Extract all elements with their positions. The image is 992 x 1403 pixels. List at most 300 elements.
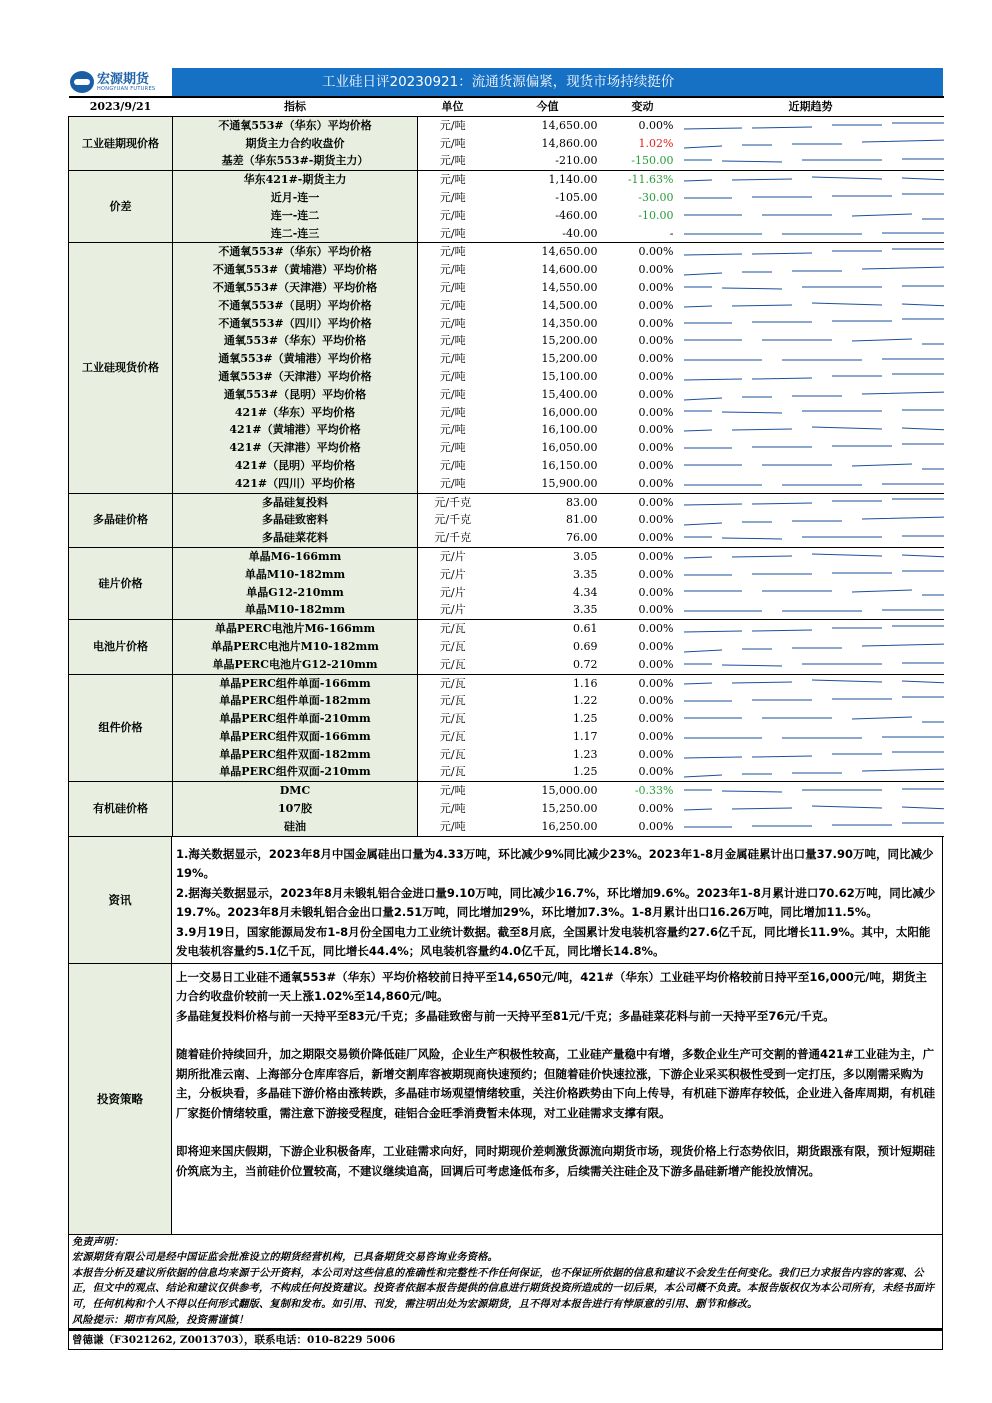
unit-cell: 元/片: [439, 585, 466, 599]
sparkline-line: [684, 644, 944, 652]
change-cell: -30.00: [638, 190, 674, 204]
change-cell: 1.02%: [638, 136, 674, 150]
category-cell: 工业硅现货价格: [69, 243, 173, 493]
indicator-cell: 单晶M10-182mm: [173, 566, 418, 584]
table-row: [69, 207, 944, 225]
unit-cell: 元/千克: [434, 513, 472, 527]
change-cell: -: [608, 225, 678, 243]
trend-sparkline: [678, 493, 944, 511]
category-cell: 多晶硅价格: [69, 493, 173, 547]
trend-sparkline: [678, 207, 944, 225]
trend-sparkline: [678, 332, 944, 350]
trend-sparkline: [678, 818, 944, 836]
unit-cell: 元/瓦: [439, 676, 466, 690]
table-row: [69, 584, 944, 602]
table-row: [69, 818, 944, 836]
indicator-cell: 不通氧553#（四川）平均价格: [173, 315, 418, 333]
sparkline-chart: [682, 245, 944, 259]
sparkline-line: [684, 267, 944, 275]
unit-cell: 元/吨: [418, 225, 488, 243]
unit-cell: 元/吨: [439, 784, 466, 798]
category-cell: 价差: [69, 171, 173, 243]
trend-sparkline: [678, 511, 944, 529]
table-row: [69, 529, 944, 547]
unit-cell: 元/吨: [439, 387, 466, 401]
sparkline-chart: [682, 388, 944, 402]
sparkline-chart: [682, 136, 944, 150]
sparkline-chart: [682, 694, 944, 708]
value-cell: 14,550.00: [541, 280, 598, 294]
value-cell: 1.22: [573, 694, 598, 708]
table-row: [69, 692, 944, 710]
value-cell: 4.34: [573, 585, 598, 599]
change-cell: 0.00%: [608, 529, 678, 547]
value-cell: 76.00: [488, 529, 608, 547]
table-row: [69, 728, 944, 746]
unit-cell: 元/吨: [439, 263, 466, 277]
value-cell: 16,150.00: [541, 458, 598, 472]
indicator-cell: 连一-连二: [173, 207, 418, 225]
value-cell: 16,100.00: [541, 423, 598, 437]
header-indicator: 指标: [173, 97, 418, 116]
report-page: [68, 68, 943, 1350]
sparkline-chart: [682, 263, 944, 277]
sparkline-chart: [682, 334, 944, 348]
indicator-cell: 单晶PERC组件单面-210mm: [173, 710, 418, 728]
value-cell: 16,250.00: [488, 818, 608, 836]
value-cell: 14,860.00: [541, 136, 598, 150]
indicator-cell: 通氧553#（黄埔港）平均价格: [173, 350, 418, 368]
strategy-section: [68, 964, 943, 1235]
unit-cell: 元/瓦: [439, 729, 466, 743]
value-cell: 1.17: [573, 729, 598, 743]
table-row: [69, 315, 944, 333]
value-cell: -40.00: [488, 225, 608, 243]
value-cell: 83.00: [566, 495, 598, 509]
sparkline-chart: [682, 748, 944, 762]
sparkline-chart: [682, 676, 944, 690]
sparkline-line: [684, 214, 944, 219]
strategy-paragraph: 上一交易日工业硅不通氧553#（华东）平均价格较前日持平至14,650元/吨，421#（华东）工业硅平均价格较前日持平至16,000元/吨，期货主力合约收盘价较前一天上涨1.02%至14,860元/吨。: [176, 969, 927, 1004]
indicator-cell: 通氧553#（昆明）平均价格: [173, 386, 418, 404]
trend-sparkline: [678, 386, 944, 404]
category-cell: 电池片价格: [69, 620, 173, 674]
change-cell: 0.00%: [608, 763, 678, 781]
sparkline-chart: [682, 299, 944, 313]
indicator-cell: 单晶M10-182mm: [173, 601, 418, 619]
unit-cell: 元/吨: [439, 280, 466, 294]
table-row: [69, 116, 944, 134]
value-cell: 81.00: [566, 513, 598, 527]
sparkline-line: [684, 392, 944, 400]
indicator-cell: 硅油: [173, 818, 418, 836]
unit-cell: 元/片: [439, 567, 466, 581]
sparkline-line: [684, 303, 944, 307]
change-cell: 0.00%: [638, 585, 674, 599]
indicator-cell: 基差（华东553#-期货主力）: [173, 152, 418, 170]
sparkline-line: [684, 554, 944, 558]
trend-sparkline: [678, 566, 944, 584]
news-item: 2.据海关数据显示，2023年8月未锻轧铝合金进口量9.10万吨，同比减少16.7%，环比增加9.6%。2023年1-8月累计进口70.62万吨，同比减少19.7%。2023年8月未锻轧铝合金出口量2.51万吨，同比增加29%，环比增加7.3%。1-8月累计出口16.26万吨，同比增加11.5%。: [176, 885, 936, 920]
indicator-cell: 单晶PERC组件双面-166mm: [173, 728, 418, 746]
sparkline-chart: [682, 173, 944, 187]
table-row: [69, 225, 944, 243]
strategy-paragraph: 随着硅价持续回升，加之期限交易锁价降低硅厂风险，企业生产积极性较高，工业硅产量稳中有增，多数企业生产可交割的普通421#工业硅为主，广期所批准云南、上海部分仓库库容后，新增交割库容被期现商快速预约；但随着硅价快速拉涨，下游企业采买积极性受到一定打压，多以刚需采购为主，分板块看，多晶硅下游价格由涨转跌，多晶硅市场观望情绪较重，关注价格跌势由下向上传导，有机硅下游库存较低，企业进入备库周期，有机硅厂家挺价情绪较重，需注意下游接受程度，硅铝合金旺季消费暂未体现，对工业硅需求支撑有限。: [176, 1047, 935, 1120]
change-cell: 0.00%: [638, 676, 674, 690]
table-row: [69, 638, 944, 656]
header-value: 今值: [488, 97, 608, 116]
change-cell: 0.00%: [608, 601, 678, 619]
unit-cell: 元/吨: [418, 818, 488, 836]
trend-sparkline: [678, 243, 944, 261]
disclaimer-title: 免责声明：: [72, 1235, 124, 1248]
table-row: [69, 421, 944, 439]
change-cell: -10.00: [638, 208, 674, 222]
table-row: [69, 457, 944, 475]
unit-cell: 元/吨: [439, 334, 466, 348]
indicator-cell: 不通氧553#（华东）平均价格: [173, 243, 418, 261]
table-row: [69, 782, 944, 800]
table-row: [69, 763, 944, 781]
table-row: [69, 601, 944, 619]
sparkline-line: [684, 484, 944, 485]
unit-cell: 元/瓦: [418, 656, 488, 674]
sparkline-line: [684, 823, 944, 827]
unit-cell: 元/片: [439, 549, 466, 563]
unit-cell: 元/千克: [434, 495, 472, 509]
value-cell: -210.00: [488, 152, 608, 170]
sparkline-chart: [682, 622, 944, 636]
table-row: [69, 656, 944, 674]
indicator-cell: 近月-连一: [173, 189, 418, 207]
value-cell: 0.61: [573, 622, 598, 636]
trend-sparkline: [678, 620, 944, 638]
table-row: [69, 620, 944, 638]
unit-cell: 元/吨: [439, 316, 466, 330]
change-cell: 0.00%: [638, 712, 674, 726]
trend-sparkline: [678, 601, 944, 619]
value-cell: 14,500.00: [541, 298, 598, 312]
value-cell: 14,350.00: [541, 316, 598, 330]
table-row: [69, 189, 944, 207]
table-row: [69, 511, 944, 529]
trend-sparkline: [678, 116, 944, 134]
header-trend: 近期趋势: [678, 97, 944, 116]
trend-sparkline: [678, 421, 944, 439]
indicator-cell: 通氧553#（天津港）平均价格: [173, 368, 418, 386]
trend-sparkline: [678, 189, 944, 207]
trend-sparkline: [678, 656, 944, 674]
table-row: [69, 404, 944, 422]
disclaimer: [68, 1235, 943, 1330]
sparkline-chart: [682, 784, 944, 798]
change-cell: 0.00%: [638, 441, 674, 455]
logo-mark-icon: [70, 71, 94, 93]
table-row: [69, 439, 944, 457]
sparkline-line: [684, 140, 944, 148]
trend-sparkline: [678, 261, 944, 279]
sparkline-line: [684, 517, 944, 525]
trend-sparkline: [678, 584, 944, 602]
trend-sparkline: [678, 135, 944, 153]
sparkline-chart: [682, 370, 944, 384]
trend-sparkline: [678, 297, 944, 315]
trend-sparkline: [678, 638, 944, 656]
trend-sparkline: [678, 800, 944, 818]
news-body: [172, 837, 942, 963]
table-row: [69, 171, 944, 189]
analyst-contact: 曾德谦（F3021262, Z0013703），联系电话：010-8229 5006: [68, 1329, 943, 1350]
report-title: 工业硅日评20230921：流通货源偏紧，现货市场持续挺价: [172, 68, 943, 96]
report-header: [68, 68, 943, 96]
table-row: [69, 674, 944, 692]
change-cell: 0.00%: [638, 549, 674, 563]
sparkline-line: [684, 536, 944, 539]
change-cell: 0.00%: [638, 387, 674, 401]
unit-cell: 元/吨: [439, 136, 466, 150]
unit-cell: 元/瓦: [418, 763, 488, 781]
sparkline-line: [684, 359, 944, 360]
sparkline-line: [684, 464, 944, 469]
category-cell: 有机硅价格: [69, 782, 173, 836]
value-cell: 15,100.00: [541, 369, 598, 383]
sparkline-line: [684, 789, 944, 792]
unit-cell: 元/吨: [439, 298, 466, 312]
strategy-paragraph: 即将迎来国庆假期，下游企业积极备库，工业硅需求向好，同时期现价差刺激货源流向期货市场，现货价格上行态势依旧，期货跟涨有限，预计短期硅价筑底为主，当前硅价位置较高，不建议继续追高，回调后可考虑逢低布多，后续需关注硅企及下游多晶硅新增产能投放情况。: [176, 1144, 935, 1178]
sparkline-line: [684, 769, 944, 777]
trend-sparkline: [678, 315, 944, 333]
unit-cell: 元/吨: [439, 173, 466, 187]
news-item: 1.海关数据显示，2023年8月中国金属硅出口量为4.33万吨，环比减少9%同比减少23%。2023年1-8月金属硅累计出口量37.90万吨，同比减少19%。: [176, 846, 934, 881]
unit-cell: 元/吨: [439, 352, 466, 366]
value-cell: 3.35: [573, 567, 598, 581]
value-cell: 14,650.00: [541, 245, 598, 259]
risk-notice: 风险提示：期市有风险，投资需谨慎！: [72, 1313, 249, 1326]
value-cell: 14,650.00: [541, 118, 598, 132]
indicator-cell: 多晶硅菜花料: [173, 529, 418, 547]
sparkline-line: [684, 339, 944, 344]
indicator-cell: 单晶PERC电池片M10-182mm: [173, 638, 418, 656]
table-row: [69, 261, 944, 279]
value-cell: 15,000.00: [541, 784, 598, 798]
change-cell: 0.00%: [638, 245, 674, 259]
sparkline-chart: [682, 712, 944, 726]
change-cell: 0.00%: [608, 475, 678, 493]
change-cell: 0.00%: [638, 458, 674, 472]
unit-cell: 元/瓦: [439, 747, 466, 761]
indicator-cell: 单晶PERC组件单面-166mm: [173, 674, 418, 692]
sparkline-line: [684, 626, 944, 632]
indicator-cell: 107胶: [173, 800, 418, 818]
company-logo: [70, 70, 166, 94]
unit-cell: 元/吨: [418, 152, 488, 170]
trend-sparkline: [678, 350, 944, 368]
sparkline-chart: [682, 658, 944, 672]
news-item: 3.9月19日，国家能源局发布1-8月份全国电力工业统计数据。截至8月底，全国累计发电装机容量约27.6亿千瓦，同比增长11.9%。其中，太阳能发电装机容量约5.1亿千瓦，同比增长44.4%；风电装机容量约4.0亿千瓦，同比增长14.8%。: [176, 924, 931, 959]
indicator-cell: 421#（黄埔港）平均价格: [173, 421, 418, 439]
sparkline-line: [684, 319, 944, 323]
trend-sparkline: [678, 692, 944, 710]
trend-sparkline: [678, 225, 944, 243]
change-cell: 0.00%: [638, 118, 674, 132]
value-cell: 1,140.00: [548, 173, 598, 187]
unit-cell: 元/瓦: [439, 639, 466, 653]
sparkline-chart: [682, 550, 944, 564]
sparkline-line: [684, 194, 944, 198]
unit-cell: 元/吨: [439, 458, 466, 472]
sparkline-line: [684, 374, 944, 380]
unit-cell: 元/吨: [439, 208, 466, 222]
change-cell: 0.00%: [638, 729, 674, 743]
trend-sparkline: [678, 457, 944, 475]
trend-sparkline: [678, 547, 944, 565]
change-cell: 0.00%: [638, 639, 674, 653]
sparkline-line: [684, 571, 944, 575]
sparkline-line: [684, 697, 944, 701]
unit-cell: 元/瓦: [439, 622, 466, 636]
sparkline-line: [684, 610, 944, 611]
indicator-cell: 华东421#-期货主力: [173, 171, 418, 189]
change-cell: -0.33%: [634, 784, 674, 798]
indicator-cell: 单晶PERC组件双面-182mm: [173, 746, 418, 764]
change-cell: 0.00%: [608, 818, 678, 836]
logo-text: 宏源期货: [97, 71, 150, 87]
sparkline-chart: [682, 459, 944, 473]
value-cell: 14,600.00: [541, 263, 598, 277]
table-row: [69, 566, 944, 584]
sparkline-chart: [682, 441, 944, 455]
unit-cell: 元/吨: [439, 405, 466, 419]
category-cell: 硅片价格: [69, 547, 173, 619]
change-cell: 0.00%: [638, 495, 674, 509]
unit-cell: 元/千克: [418, 529, 488, 547]
change-cell: 0.00%: [638, 369, 674, 383]
sparkline-line: [684, 663, 944, 666]
sparkline-line: [684, 752, 944, 758]
table-row: [69, 152, 944, 170]
value-cell: 16,050.00: [541, 441, 598, 455]
strategy-label: 投资策略: [69, 964, 172, 1234]
table-row: [69, 243, 944, 261]
value-cell: 1.25: [488, 763, 608, 781]
unit-cell: 元/吨: [439, 369, 466, 383]
sparkline-chart: [682, 154, 944, 168]
change-cell: 0.00%: [638, 334, 674, 348]
indicator-cell: 不通氧553#（华东）平均价格: [173, 116, 418, 134]
unit-cell: 元/吨: [439, 245, 466, 259]
indicator-cell: 单晶PERC组件双面-210mm: [173, 763, 418, 781]
strategy-paragraph: 多晶硅复投料价格与前一天持平至83元/千克；多晶硅致密与前一天持平至81元/千克；多晶硅菜花料与前一天持平至76元/千克。: [176, 1008, 835, 1023]
news-label: 资讯: [69, 837, 172, 963]
unit-cell: 元/吨: [439, 802, 466, 816]
indicator-cell: 不通氧553#（黄埔港）平均价格: [173, 261, 418, 279]
indicator-cell: 单晶PERC组件单面-182mm: [173, 692, 418, 710]
sparkline-chart: [682, 513, 944, 527]
news-section: [68, 837, 943, 964]
sparkline-chart: [682, 209, 944, 223]
indicator-cell: 421#（四川）平均价格: [173, 475, 418, 493]
change-cell: -11.63%: [627, 173, 674, 187]
value-cell: 3.35: [488, 601, 608, 619]
change-cell: 0.00%: [638, 280, 674, 294]
disclaimer-line: 宏源期货有限公司是经中国证监会批准设立的期货经营机构，已具备期货交易咨询业务资格。: [72, 1251, 498, 1264]
indicator-cell: 多晶硅致密料: [173, 511, 418, 529]
table-row: [69, 493, 944, 511]
sparkline-chart: [682, 820, 944, 834]
unit-cell: 元/瓦: [439, 694, 466, 708]
sparkline-chart: [682, 226, 944, 240]
change-cell: 0.00%: [638, 352, 674, 366]
change-cell: 0.00%: [638, 622, 674, 636]
indicator-cell: 连二-连三: [173, 225, 418, 243]
price-table: [68, 96, 944, 837]
value-cell: 15,900.00: [488, 475, 608, 493]
sparkline-line: [684, 410, 944, 413]
logo-subtext: HONGYUAN FUTURES: [97, 85, 156, 92]
indicator-cell: 单晶PERC电池片G12-210mm: [173, 656, 418, 674]
sparkline-line: [684, 177, 944, 181]
value-cell: 16,000.00: [541, 405, 598, 419]
trend-sparkline: [678, 710, 944, 728]
sparkline-chart: [682, 477, 944, 491]
sparkline-chart: [682, 352, 944, 366]
change-cell: 0.00%: [638, 316, 674, 330]
trend-sparkline: [678, 152, 944, 170]
table-row: [69, 800, 944, 818]
change-cell: 0.00%: [638, 513, 674, 527]
value-cell: 1.25: [573, 712, 598, 726]
sparkline-line: [684, 123, 944, 129]
unit-cell: 元/吨: [439, 118, 466, 132]
value-cell: -460.00: [555, 208, 598, 222]
trend-sparkline: [678, 763, 944, 781]
indicator-cell: 不通氧553#（昆明）平均价格: [173, 297, 418, 315]
value-cell: 1.23: [573, 747, 598, 761]
table-header-row: [69, 97, 944, 116]
indicator-cell: 期货主力合约收盘价: [173, 135, 418, 153]
sparkline-line: [684, 717, 944, 722]
sparkline-line: [684, 499, 944, 505]
value-cell: 15,400.00: [541, 387, 598, 401]
sparkline-chart: [682, 640, 944, 654]
trend-sparkline: [678, 368, 944, 386]
change-cell: 0.00%: [638, 802, 674, 816]
strategy-body: [172, 964, 942, 1234]
trend-sparkline: [678, 728, 944, 746]
header-date: 2023/9/21: [69, 97, 173, 116]
table-row: [69, 710, 944, 728]
sparkline-chart: [682, 495, 944, 509]
value-cell: 15,200.00: [541, 352, 598, 366]
value-cell: 0.72: [488, 656, 608, 674]
indicator-cell: 421#（天津港）平均价格: [173, 439, 418, 457]
sparkline-chart: [682, 730, 944, 744]
table-row: [69, 368, 944, 386]
header-unit: 单位: [418, 97, 488, 116]
table-row: [69, 135, 944, 153]
change-cell: 0.00%: [638, 747, 674, 761]
table-row: [69, 547, 944, 565]
indicator-cell: 421#（昆明）平均价格: [173, 457, 418, 475]
trend-sparkline: [678, 439, 944, 457]
sparkline-line: [684, 737, 944, 738]
sparkline-line: [684, 159, 944, 162]
value-cell: -105.00: [555, 190, 598, 204]
change-cell: 0.00%: [638, 298, 674, 312]
value-cell: 0.69: [573, 639, 598, 653]
sparkline-chart: [682, 585, 944, 599]
category-cell: 工业硅期现价格: [69, 116, 173, 170]
